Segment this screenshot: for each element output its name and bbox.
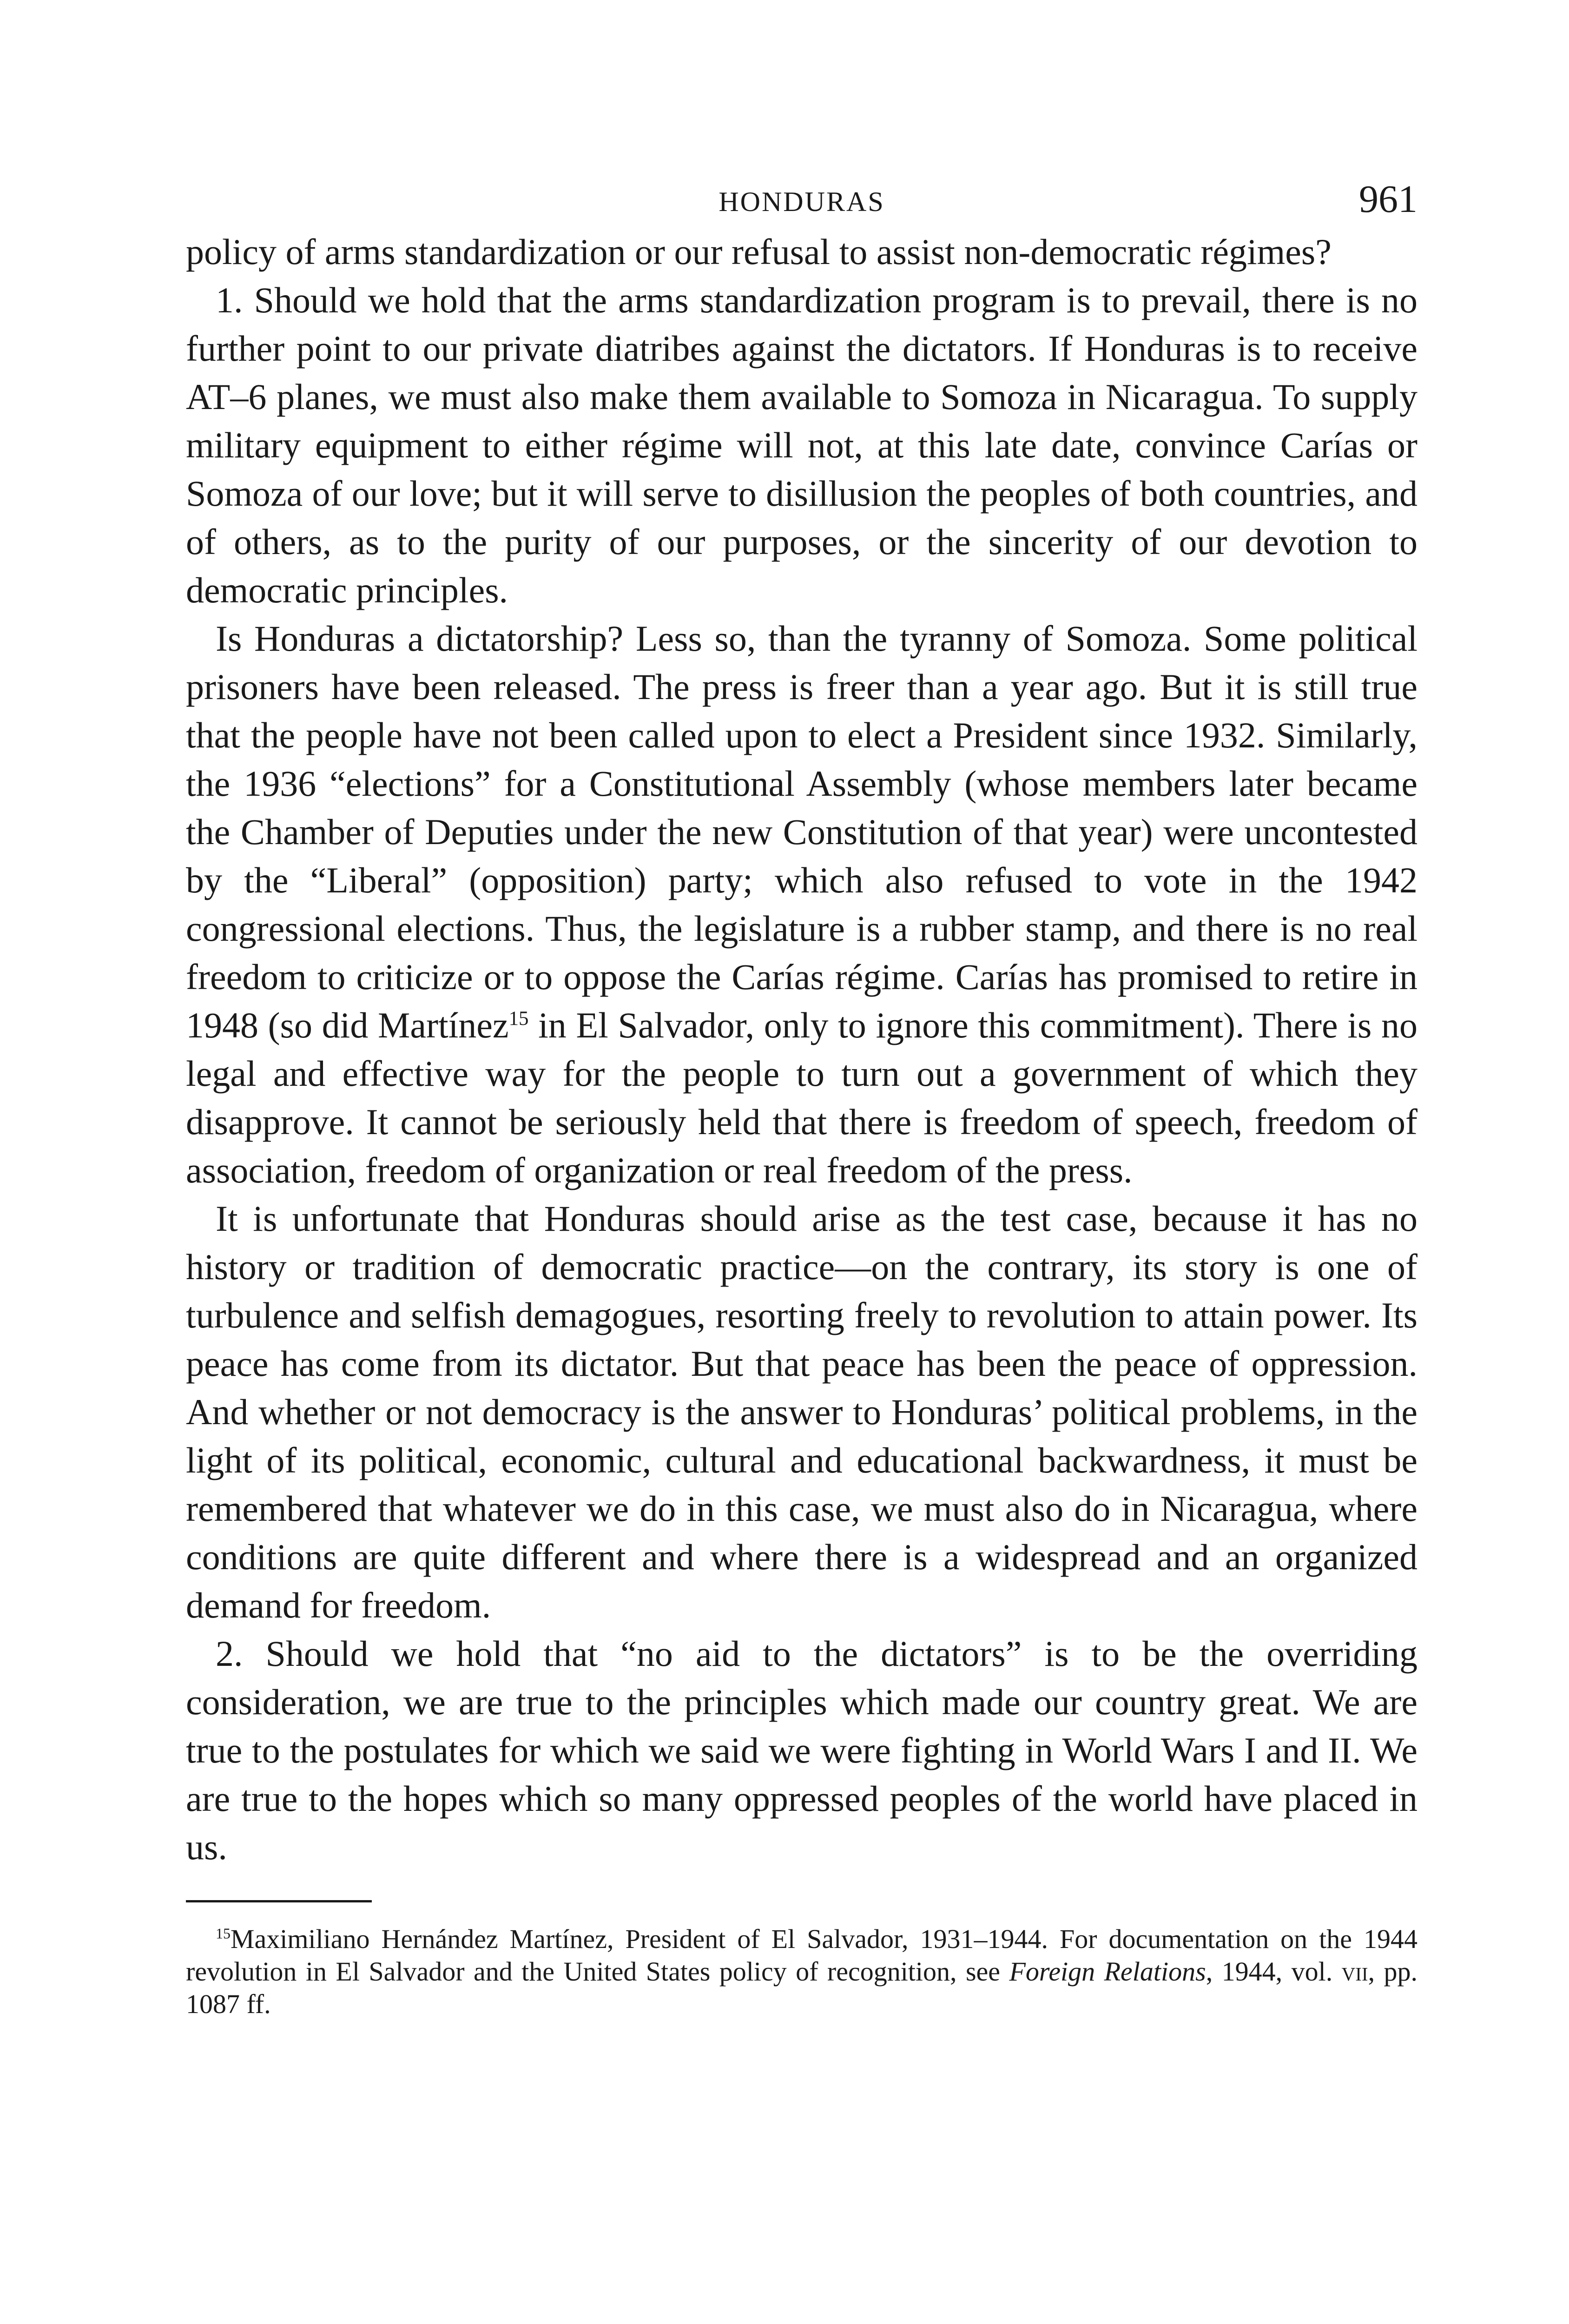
document-page [186,177,1417,2020]
paragraph-dictatorship-tail: in El Salvador, only to ignore this commitment). There is no legal and effective way for the people to turn out a government of which they disapprove. It cannot be seriously held that there is freedom of speech, freedom of association, freedom of organization or real freedom of the press. [186,1005,1418,1190]
footnote-rule [186,1900,372,1902]
paragraph-point-2: 2. Should we hold that “no aid to the dictators” is to be the overriding consideration, we are true to the principles which made our country great. We are true to the postulates for which we said we were fighting in World Wars I and II. We are true to the hopes which so many oppressed peoples of the world have placed in us. [186,1633,1417,1867]
paragraph-dictatorship-head: Is Honduras a dictatorship? Less so, than the tyranny of Somoza. Some political prisoners have been released. The press is freer than a year ago. But it is still true that the people have not been called upon to elect a President since 1932. Similarly, the 1936 “elections” for a Constitutional Assembly (whose members later became the Chamber of Deputies under the new Constitution of that year) were uncontested by the “Liberal” (opposition) party; which also refused to vote in the 1942 congressional elections. Thus, the legislature is a rubber stamp, and there is no real freedom to criticize or to oppose the Carías régime. Carías has promised to retire in 1948 (so did Martínez [186,618,1417,1045]
paragraph-point-1: 1. Should we hold that the arms standardization program is to prevail, there is no further point to our private diatribes against the dictators. If Honduras is to receive AT–6 planes, we must also make them available to Somoza in Nicaragua. To supply military equipment to either régime will not, at this late date, convince Carías or Somoza of our love; but it will serve to disillusion the peoples of both countries, and of others, as to the purity of our purposes, or the sincerity of our devotion to democratic principles. [186,280,1417,610]
footnote-text-after: , pp. 1087 ff. [186,1956,1417,2019]
page-header [186,177,1417,228]
footnote-reference: 15 [508,1008,529,1030]
body-text [186,228,1417,1871]
page-number: 961 [1359,178,1417,221]
footnote-title: Foreign Relations [1009,1956,1206,1987]
paragraph-test-case: It is unfortunate that Honduras should arise as the test case, because it has no history or tradition of democratic practice—on the contrary, its story is one of turbulence and selfish demagogues, resorting freely to revolution to attain power. Its peace has come from its dictator. But that peace has been the peace of oppression. And whether or not democracy is the answer to Honduras’ political problems, in the light of its political, economic, cultural and educational backwardness, it must be remembered that whatever we do in this case, we must also do in Nicaragua, where conditions are quite different and where there is a widespread and an organized demand for freedom. [186,1198,1417,1625]
footnote-15 [186,1923,1417,2020]
footnote-text-between: , 1944, vol. [1206,1956,1342,1987]
footnote-marker: 15 [216,1925,231,1942]
footnote-volume: vii [1341,1956,1368,1987]
paragraph-continued: policy of arms standardization or our refusal to assist non-democratic régimes? [186,231,1332,272]
paragraph-dictatorship [186,614,1417,1195]
footnote-text-before: Maximiliano Hernández Martínez, President of El Salvador, 1931–1944. For documentation on the 1944 revolution in El Salvador and the United States policy of recognition, see [186,1924,1417,1987]
running-head: HONDURAS [719,186,885,217]
